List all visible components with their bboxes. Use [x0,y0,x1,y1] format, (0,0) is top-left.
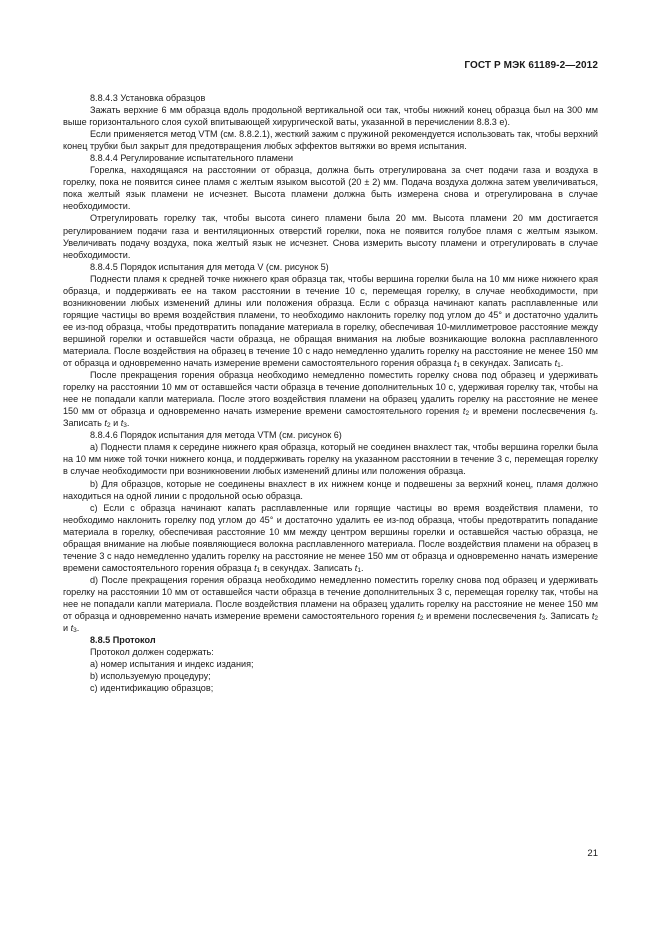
document-body [63,92,598,694]
list-item: c) Если с образца начинают капать расплавленные или горящие частицы во время воздействия пламени, то необходимо наклонить горелку под углом до 45° и достаточно удалить ее из-под образца, чтобы предотвратить попадание материала в горелку, обеспечивая расстояние 10 мм между центром вершины горелки и оставшейся частью образца, не обращая внимание на любые появляющиеся волокна расплавленного материала. После воздействия пламени на образец в течение 3 с надо немедленно удалить горелку на расстояние не менее 150 мм от образца и одновременно начать измерение времени самостоятельного горения образца $t_1$ в секундах. Записать $t_1$. [63,502,598,574]
section-heading-8-8-4-6: 8.8.4.6 Порядок испытания для метода VTM (см. рисунок 6) [90,430,342,441]
list-item: a) Поднести пламя к середине нижнего края образца, который не соединен внахлест так, чтобы вершина горелки была на 10 мм ниже той точки нижнего конца, и поддерживать горелку на указанном расстоянии в течение 3 с, перемещая горелку в случае необходимости при возникновении любых изменений длины или положения образца. [63,442,598,477]
paragraph: Протокол должен содержать: [90,647,214,658]
section-heading-8-8-4-4: 8.8.4.4 Регулирование испытательного пламени [90,153,294,164]
list-item: d) После прекращения горения образца необходимо немедленно поместить горелку снова под образец и удерживать горелку на расстоянии 10 мм от оставшейся части образца в течение дополнительных 3 с, перемещая горелку так, чтобы на нее не попадали капли материала. После воздействия пламени на образец удалить горелку на расстояние не менее 150 мм от образца и одновременно начать измерение времени самостоятельного горения $t_2$ и времени послесвечения $t_3$. Записать $t_2$ и $t_3$. [63,574,599,635]
list-item: a) номер испытания и индекс издания; [90,659,254,670]
paragraph: Горелка, находящаяся на расстоянии от образца, должна быть отрегулирована за счет подачи газа и воздуха в горелку, пока не появится синее пламя с желтым языком высотой (20 ± 2) мм. Подача воздуха должна затем увеличиваться, пока желтый язык пламени не исчезнет. Высота пламени должна быть измерена снова и отрегулирована в случае необходимости. [63,165,598,212]
paragraph: Поднести пламя к средней точке нижнего края образца так, чтобы вершина горелки была на 10 мм ниже нижнего края образца, и поддерживать ее на таком расстоянии в течение 10 с, перемещая горелку, в случае необходимости, при возникновении любых изменений длины или положения образца. Если с образца начинают капать расплавленные или горящие частицы во время воздействия пламени, то необходимо наклонить горелку под углом до 45° и достаточно удалить ее из-под образца, чтобы предотвратить попадание материала в горелку, обеспечивая 10-миллиметровое расстояние между вершиной горелки и оставшейся части образца, не обращая внимания на любые возникающие волокна расплавленного материала. После воздействия на образец в течение 10 с надо немедленно удалить горелку на расстояние не менее 150 мм от образца и одновременно начать измерение времени самостоятельного горения образца $t_1$ в секундах. Записать $t_1$. [63,273,598,370]
section-heading-8-8-4-3: 8.8.4.3 Установка образцов [90,93,206,103]
list-item: b) используемую процедуру; [90,671,211,682]
page-number: 21 [587,848,598,859]
paragraph: Если применяется метод VTM (см. 8.8.2.1), жесткий зажим с пружиной рекомендуется использовать так, чтобы верхний конец трубки был закрыт для предотвращения любых эффектов вытяжки во время испытания. [63,129,598,152]
list-item: b) Для образцов, которые не соединены внахлест в их нижнем конце и подвешены за верхний конец, пламя должно находиться на одной линии с продольной осью образца. [63,478,598,501]
section-heading-8-8-4-5: 8.8.4.5 Порядок испытания для метода V (см. рисунок 5) [90,261,329,272]
paragraph: Зажать верхние 6 мм образца вдоль продольной вертикальной оси так, чтобы нижний конец образца был на 300 мм выше горизонтального слоя сухой впитывающей хирургической ваты, указанной в перечислении 8.8.3 e). [63,105,598,128]
section-heading-8-8-5: 8.8.5 Протокол [90,635,156,646]
list-item: c) идентификацию образцов; [90,683,214,694]
standard-header: ГОСТ Р МЭК 61189-2—2012 [464,60,598,71]
paragraph: После прекращения горения образца необходимо немедленно поместить горелку снова под образец и удерживать горелку на расстоянии 10 мм от оставшейся части образца в течение дополнительных 10 с, удерживая горелку так, чтобы на нее не попадали капли материала. После этого воздействия пламени на образец удалить горелку на расстояние не менее 150 мм от образца и одновременно начать измерение времени самостоятельного горения $t_2$ и времени послесвечения $t_3$. Записать $t_2$ и $t_3$. [63,370,598,430]
paragraph: Отрегулировать горелку так, чтобы высота синего пламени была 20 мм. Высота пламени 20 мм достигается регулированием подачи газа и вентиляционных отверстий горелки, пока не появится голубое пламя с желтым языком. Увеличивать подачу воздуха, пока желтый язык не исчезнет. Снова измерить высоту пламени и отрегулировать в случае необходимости. [63,213,598,260]
